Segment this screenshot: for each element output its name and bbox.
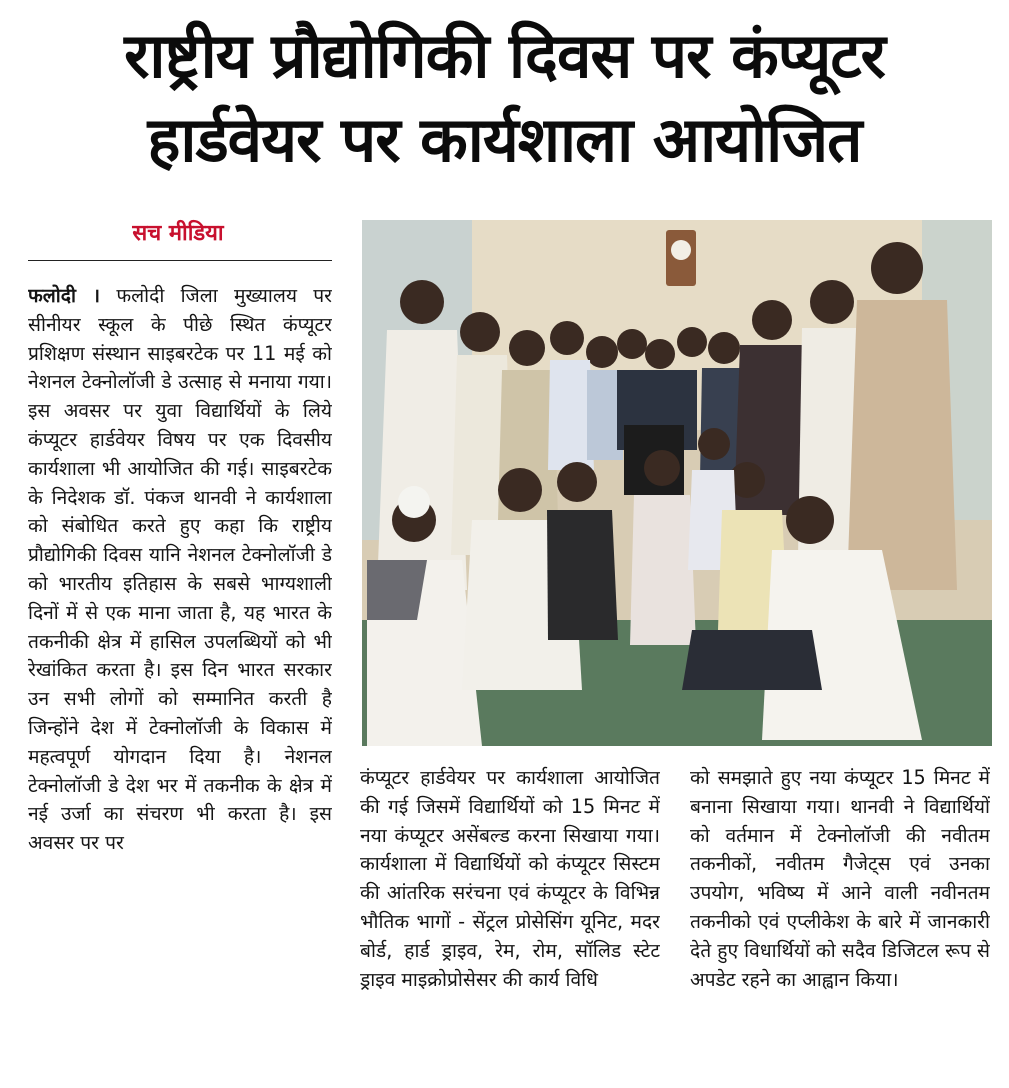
headline-line-1: राष्ट्रीय प्रौद्योगिकी दिवस पर कंप्यूटर xyxy=(124,19,885,92)
article-column-1 xyxy=(28,282,332,1082)
dateline: फलोदी । xyxy=(28,284,101,307)
article-column-3: को समझाते हुए नया कंप्यूटर 15 मिनट में बनाना सिखाया गया। थानवी ने विद्यार्थियों को वर्तमान में टेक्नोलॉजी की नवीतम तकनीकों, नवीतम गैजेट्स एवं उनका उपयोग, भविष्य में आने वाली नवीनतम तकनीको एवं एप्लीकेश के बारे में जानकारी देते हुए विधार्थियों को सदैव डिजिटल रूप से अपडेट रहने का आह्वान किया। xyxy=(690,766,990,991)
byline: सच मीडिया xyxy=(132,221,224,246)
article-text-1: फलोदी जिला मुख्यालय पर सीनीयर स्कूल के पीछे स्थित कंप्यूटर प्रशिक्षण संस्थान साइबरटेक पर 11 मई को नेशनल टेक्नोलॉजी डे उत्साह से मनाया गया। इस अवसर पर युवा विद्यार्थियों के लिये कंप्यूटर हार्डवेयर विषय पर एक दिवसीय कार्यशाला भी आयोजित की गई। साइबरटेक के निदेशक डॉ. पंकज थानवी ने कार्यशाला को संबोधित करते हुए कहा कि राष्ट्रीय प्रौद्योगिकी दिवस यानि नेशनल टेक्नोलॉजी डे को भारतीय इतिहास के सबसे भाग्यशाली दिनों में से एक माना जाता है, यह भारत के तकनीकी क्षेत्र में हासिल उपलब्धियों को भी रेखांकित करता है। इस दिन भारत सरकार उन सभी लोगों को सम्मानित करती है जिन्होंने देश में टेक्नोलॉजी के विकास में महत्वपूर्ण योगदान दिया है। नेशनल टेक्नोलॉजी डे देश भर में तकनीक के क्षेत्र में नई उर्जा का संचरण भी करता है। इस अवसर पर पर xyxy=(28,284,332,855)
news-photo xyxy=(362,220,992,746)
headline xyxy=(10,14,999,182)
byline-rule xyxy=(28,260,332,261)
headline-line-2: हार्डवेयर पर कार्यशाला आयोजित xyxy=(147,103,862,176)
photo-students-group xyxy=(362,220,992,746)
article-column-2: कंप्यूटर हार्डवेयर पर कार्यशाला आयोजित की गई जिसमें विद्यार्थियों को 15 मिनट में नया कंप्यूटर असेंबल्ड करना सिखाया गया। कार्यशाला में विद्यार्थियों को कंप्यूटर सिस्टम की आंतरिक सरंचना एवं कंप्यूटर के विभिन्न भौतिक भागों - सेंट्रल प्रोसेसिंग यूनिट, मदर बोर्ड, हार्ड ड्राइव, रेम, रोम, सॉलिड स्टेट ड्राइव माइक्रोप्रोसेसर की कार्य विधि xyxy=(360,766,660,991)
